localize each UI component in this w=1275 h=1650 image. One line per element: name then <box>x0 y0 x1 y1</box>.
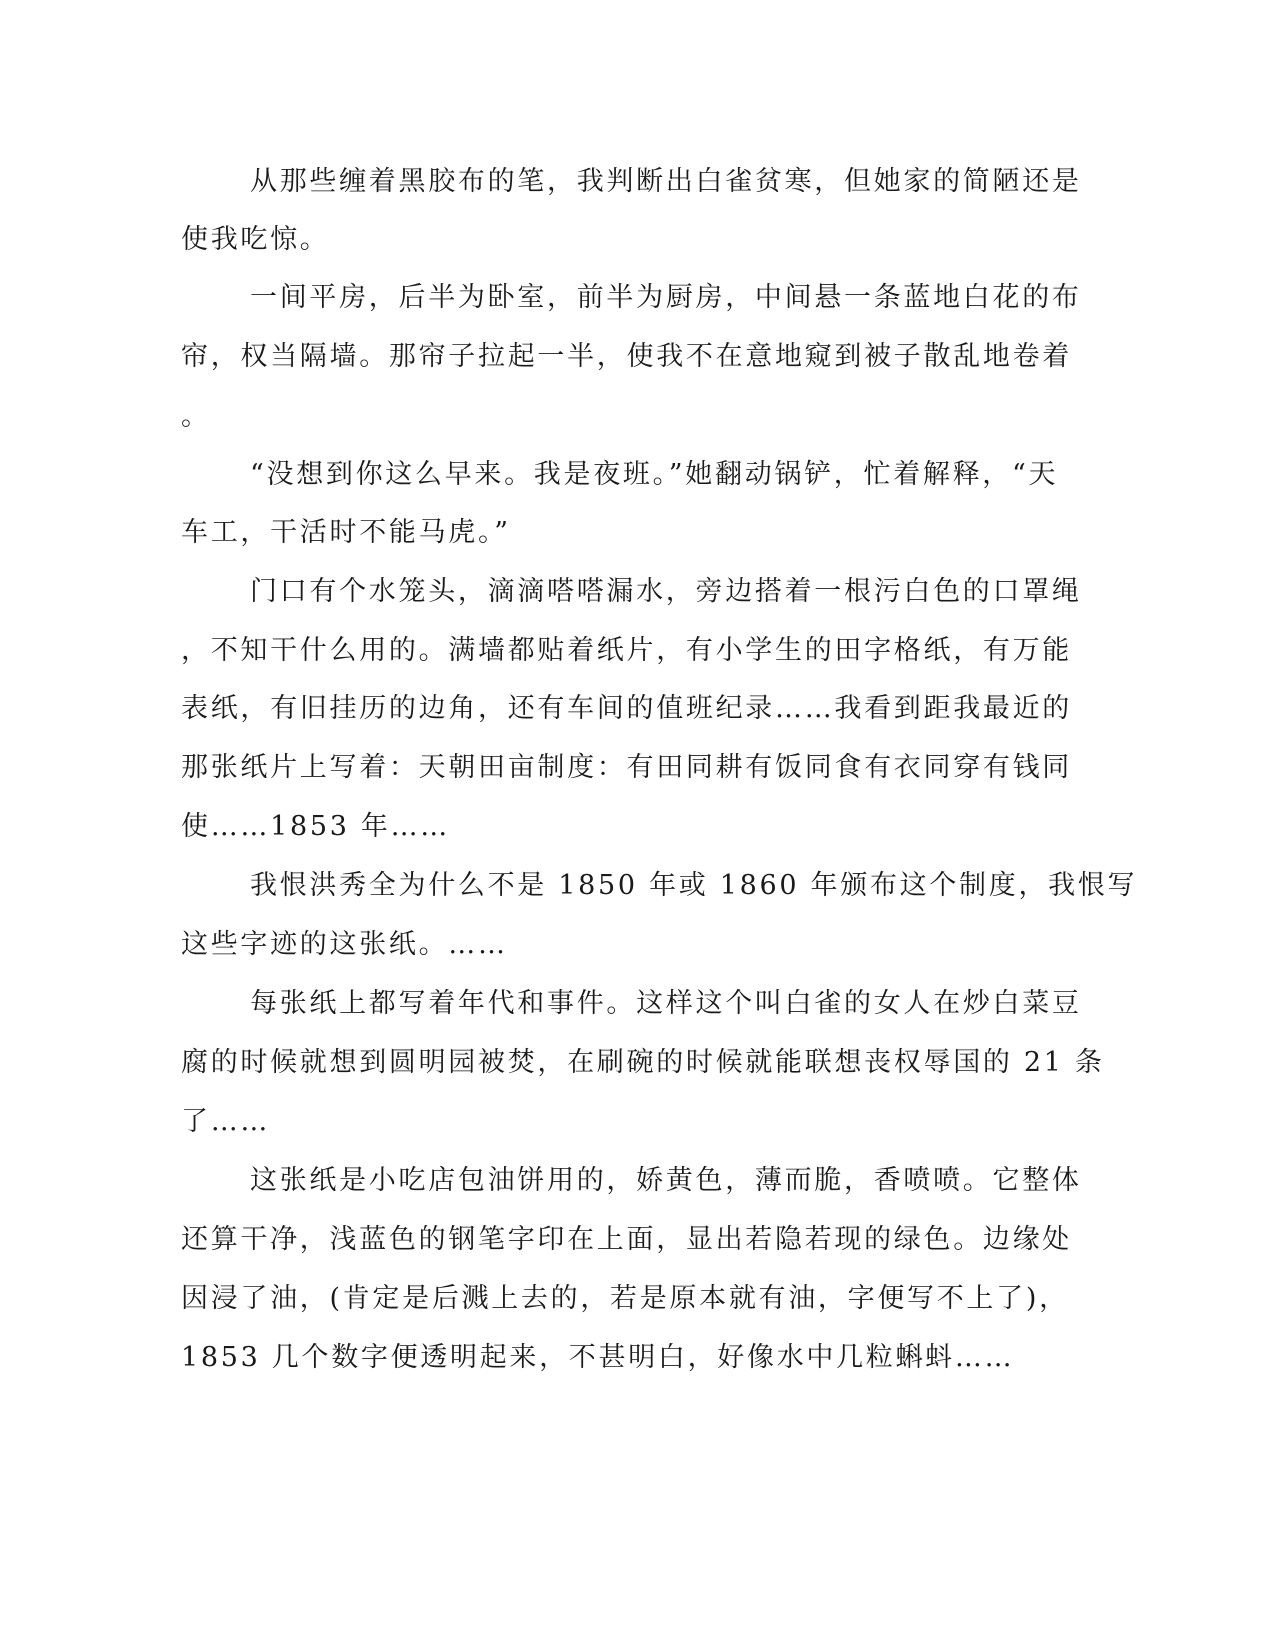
text-line: 使我吃惊。 <box>181 224 330 255</box>
text-line: 从那些缠着黑胶布的笔，我判断出白雀贫寒，但她家的简陋还是 <box>250 166 1082 197</box>
text-line: 车工，干活时不能马虎。” <box>181 517 511 548</box>
text-line: 每张纸上都写着年代和事件。这样这个叫白雀的女人在炒白菜豆 <box>250 988 1082 1019</box>
text-line: “没想到你这么早来。我是夜班。”她翻动锅铲，忙着解释，“天 <box>250 459 1059 490</box>
text-line: 。 <box>181 401 211 432</box>
text-line: 门口有个水笼头，滴滴嗒嗒漏水，旁边搭着一根污白色的口罩绳 <box>250 576 1082 607</box>
text-line: ，不知干什么用的。满墙都贴着纸片，有小学生的田字格纸，有万能 <box>181 635 1072 666</box>
text-line: 那张纸片上写着：天朝田亩制度：有田同耕有饭同食有衣同穿有钱同 <box>181 752 1072 783</box>
text-line: 一间平房，后半为卧室，前半为厨房，中间悬一条蓝地白花的布 <box>250 282 1082 313</box>
text-line: 这些字迹的这张纸。…… <box>181 929 508 960</box>
text-line: 因浸了油，(肯定是后溅上去的，若是原本就有油，字便写不上了)， <box>181 1283 1069 1314</box>
text-line: 1853 几个数字便透明起来，不甚明白，好像水中几粒蝌蚪…… <box>181 1342 1015 1373</box>
text-line: 表纸，有旧挂历的边角，还有车间的值班纪录……我看到距我最近的 <box>181 693 1072 724</box>
text-line: 了…… <box>181 1106 271 1137</box>
text-line: 腐的时候就想到圆明园被焚，在刷碗的时候就能联想丧权辱国的 21 条 <box>181 1047 1105 1078</box>
text-line: 我恨洪秀全为什么不是 1850 年或 1860 年颁布这个制度，我恨写 <box>250 870 1138 901</box>
text-line: 这张纸是小吃店包油饼用的，娇黄色，薄而脆，香喷喷。它整体 <box>250 1165 1082 1196</box>
text-line: 还算干净，浅蓝色的钢笔字印在上面，显出若隐若现的绿色。边缘处 <box>181 1224 1072 1255</box>
text-line: 帘，权当隔墙。那帘子拉起一半，使我不在意地窥到被子散乱地卷着 <box>181 341 1072 372</box>
text-line: 使……1853 年…… <box>181 811 450 842</box>
